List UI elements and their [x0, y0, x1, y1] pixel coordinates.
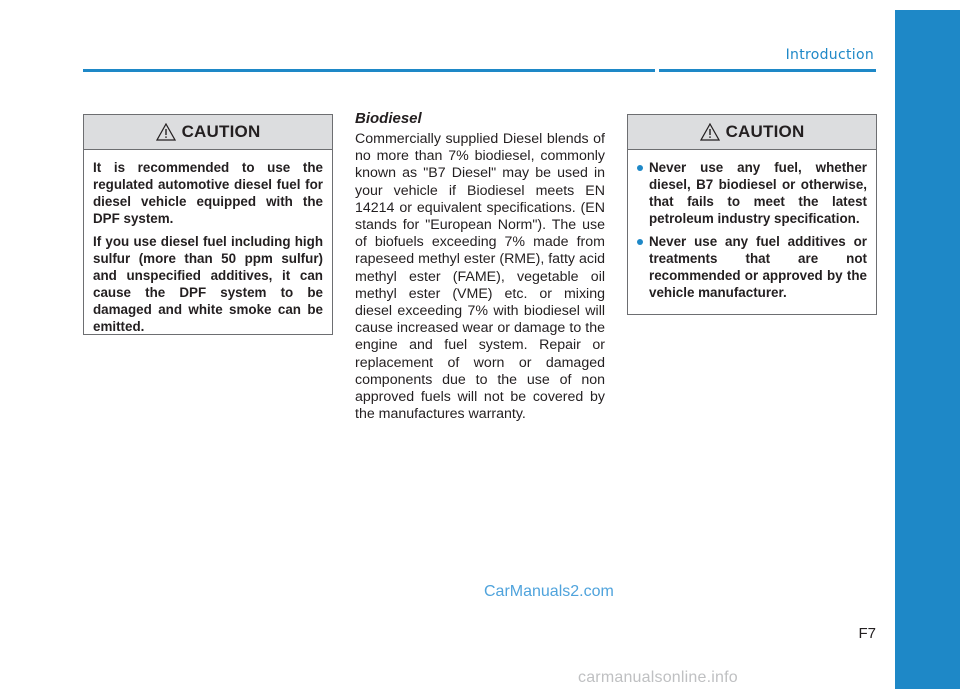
warning-triangle-icon — [700, 123, 720, 141]
caution-paragraph: If you use diesel fuel including high sulfur (more than 50 ppm sulfur) and unspecified additives, it can cause the DPF system to be damaged and white smoke can be emitted. — [93, 234, 323, 334]
caution-box-dpf — [83, 114, 333, 335]
caution-bullet — [637, 233, 867, 301]
caution-header — [84, 115, 332, 150]
caution-header — [628, 115, 876, 150]
caution-paragraph: It is recommended to use the regulated automotive diesel fuel for diesel vehicle equipped with the DPF system. — [93, 160, 323, 226]
caution-label: CAUTION — [725, 122, 805, 141]
caution-body — [628, 150, 876, 311]
body-text: Commercially supplied Diesel blends of no more than 7% biodiesel, commonly known as "B7 Diesel" may be used in your vehicle if Biodiesel meets EN 14214 or equivalent specifications. (EN stands for "European Norm"). The use of biofuels exceeding 7% made from rapeseed methyl ester (RME), fatty acid methyl ester (FAME), vegetable oil methyl ester (VME) etc. or mixing diesel exceeding 7% with biodiesel will cause increased wear or damage to the engine and fuel system. Repair or replacement of worn or damaged components due to the use of non approved fuels will not be covered by the manufactures warranty. — [355, 131, 605, 423]
header-rule-segment — [659, 69, 876, 72]
section-heading: Biodiesel — [355, 110, 422, 127]
caution-label: CAUTION — [181, 122, 261, 141]
chapter-side-tab — [895, 10, 960, 689]
page-number: F7 — [858, 625, 876, 642]
watermark-link[interactable]: CarManuals2.com — [484, 583, 614, 600]
caution-list — [637, 159, 867, 301]
caution-box-fuel — [627, 114, 877, 315]
bullet-text: Never use any fuel additives or treatments that are not recommended or approved by the vehicle manufacturer. — [649, 234, 867, 300]
caution-bullet — [637, 159, 867, 227]
section-title: Introduction — [785, 47, 874, 63]
caution-body — [84, 150, 332, 345]
bullet-text: Never use any fuel, whether diesel, B7 biodiesel or otherwise, that fails to meet the latest petroleum industry specification. — [649, 160, 867, 226]
bullet-dot-icon — [637, 165, 643, 171]
biodiesel-section — [355, 110, 605, 423]
warning-triangle-icon — [156, 123, 176, 141]
bullet-dot-icon — [637, 239, 643, 245]
footer-site-watermark: carmanualsonline.info — [578, 669, 738, 686]
header-rule — [83, 69, 655, 72]
